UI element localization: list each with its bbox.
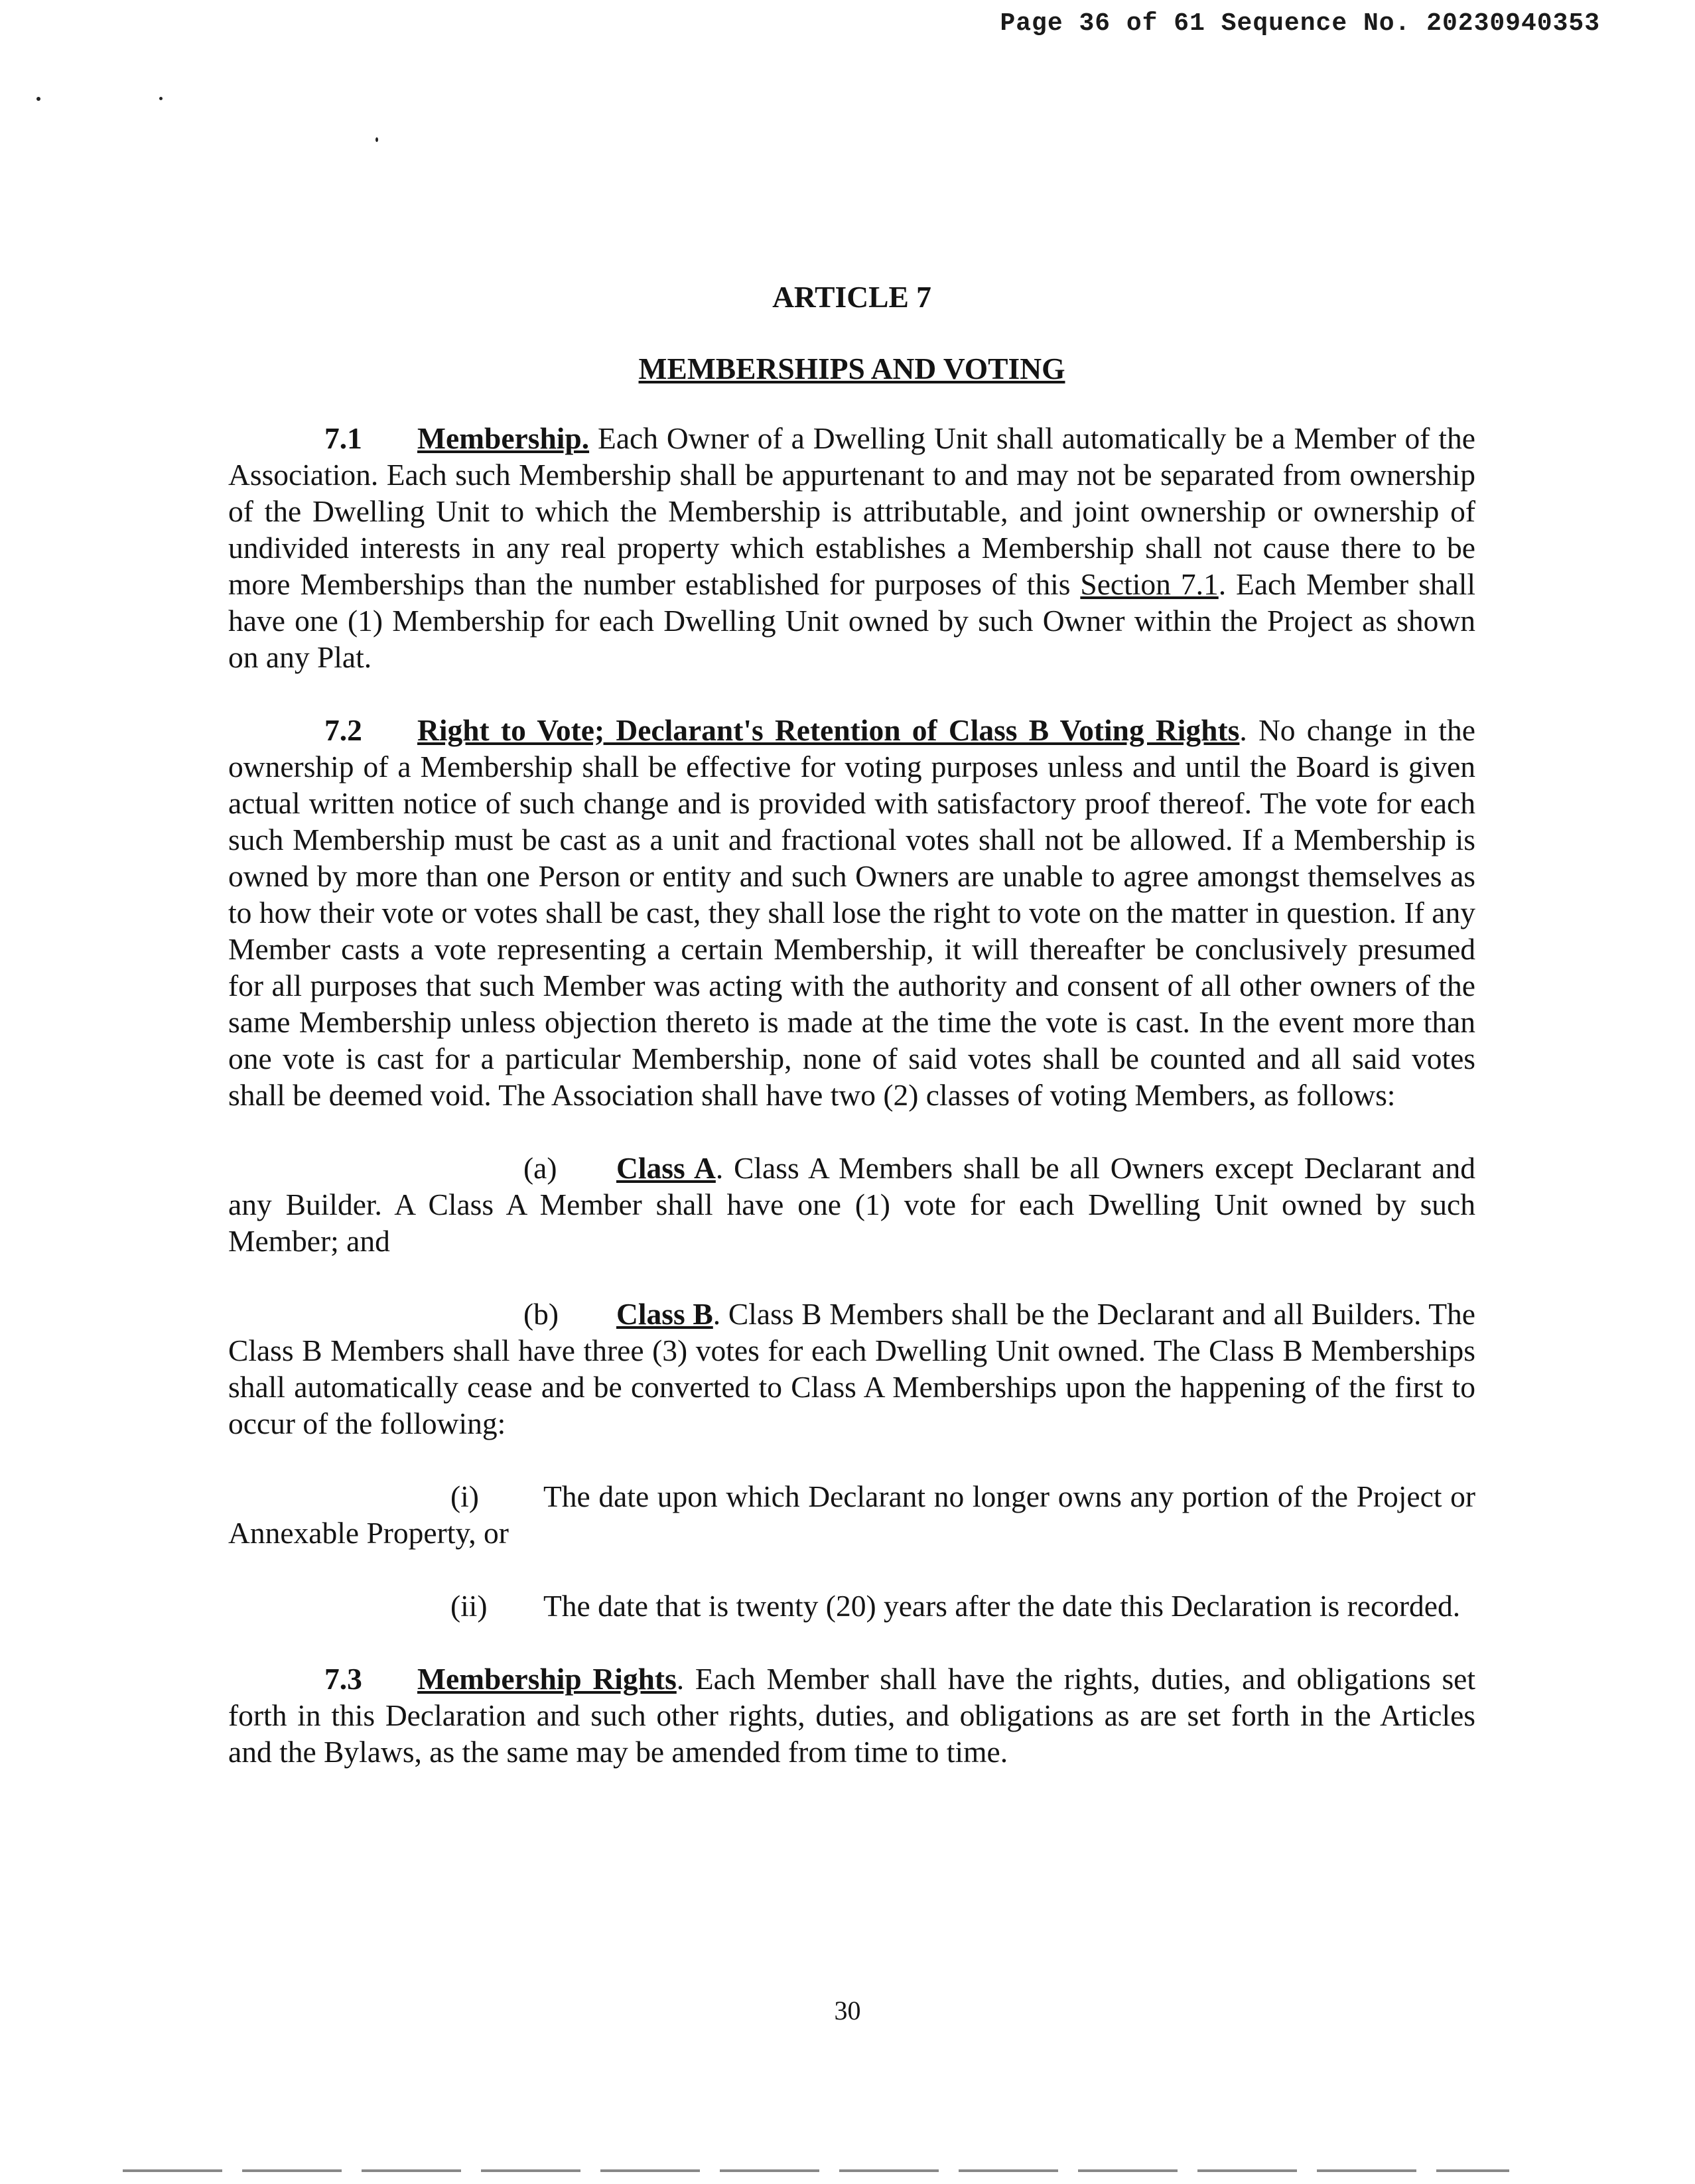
section-7-1 [228,420,1475,675]
scan-edge-rule [123,2169,1509,2172]
section-7-3 [228,1661,1475,1770]
item-number: (i) [450,1479,479,1513]
subsection-number: (a) [523,1151,557,1185]
document-body [228,279,1475,1770]
section-text: . Each Member shall have one (1) Membership for each Dwelling Unit owned by such Owner within the Project as shown on any Plat. [228,567,1475,674]
article-title: MEMBERSHIPS AND VOTING [638,352,1065,385]
section-number: 7.3 [324,1662,362,1696]
subsection-number: (b) [523,1297,559,1331]
item-i-paragraph [228,1478,1475,1551]
section-heading: Membership Rights [417,1662,677,1696]
item-text: The date upon which Declarant no longer owns any portion of the Project or Annexable Property, or [228,1479,1475,1550]
section-reference: Section 7.1 [1080,567,1219,601]
class-b-paragraph [228,1296,1475,1442]
scan-speck [159,97,163,100]
page-number: 30 [834,1996,861,2025]
section-heading: Right to Vote; Declarant's Retention of Class B Voting Rights [417,713,1240,747]
article-number: ARTICLE 7 [772,280,931,314]
item-ii-paragraph [228,1588,1475,1624]
scan-speck [36,97,40,101]
recording-stamp-header: Page 36 of 61 Sequence No. 20230940353 [1000,9,1600,38]
scan-speck [375,137,378,142]
subsection-heading: Class B [616,1297,713,1331]
section-text: Each Owner of a Dwelling Unit shall automatically be a Member of the Association. Each such Membership shall be appurtenant to and may not be separated from ownership of the Dwelling Unit to which the Membership is attributable, and joint ownership or ownership of undivided interests in any real property which establishes a Membership shall not cause there to be more Memberships than the number established for purposes of this [228,421,1475,601]
section-number: 7.1 [324,421,362,455]
item-number: (ii) [450,1589,488,1623]
item-text: The date that is twenty (20) years after the date this Declaration is recorded. [543,1589,1461,1623]
section-text: . No change in the ownership of a Membership shall be effective for voting purposes unless and until the Board is given actual written notice of such change and is provided with satisfactory proof thereof. The vote for each such Membership must be cast as a unit and fractional votes shall not be allowed. If a Membership is owned by more than one Person or entity and such Owners are unable to agree amongst themselves as to how their vote or votes shall be cast, they shall lose the right to vote on the matter in question. If any Member casts a vote representing a certain Membership, it will thereafter be conclusively presumed for all purposes that such Member was acting with the authority and consent of all other owners of the same Membership unless objection thereto is made at the time the vote is cast. In the event more than one vote is cast for a particular Membership, none of said votes shall be counted and all said votes shall be deemed void. The Association shall have two (2) classes of voting Members, as follows: [228,713,1476,1112]
section-number: 7.2 [324,713,362,747]
subsection-heading: Class A [616,1151,716,1185]
subsection-text: . Class A Members shall be all Owners except Declarant and any Builder. A Class A Member shall have one (1) vote for each Dwelling Unit owned by such Member; and [228,1151,1476,1258]
section-7-2 [228,712,1475,1113]
section-text: . Each Member shall have the rights, duties, and obligations set forth in this Declaration and such other rights, duties, and obligations as are set forth in the Articles and the Bylaws, as the same may be amended from time to time. [228,1662,1475,1769]
subsection-text: . Class B Members shall be the Declarant and all Builders. The Class B Members shall have three (3) votes for each Dwelling Unit owned. The Class B Memberships shall automatically cease and be converted to Class A Memberships upon the happening of the first to occur of the following: [228,1297,1476,1440]
class-a-paragraph [228,1150,1475,1259]
section-heading: Membership. [417,421,590,455]
